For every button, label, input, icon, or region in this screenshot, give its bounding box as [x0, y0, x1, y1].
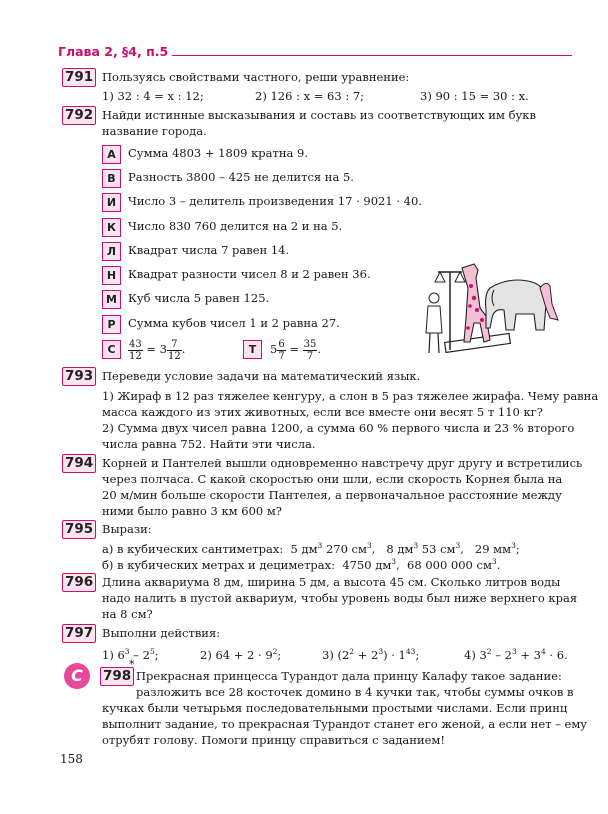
p793-line4: числа равна 752. Найти эти числа. — [102, 437, 316, 451]
page-number: 158 — [60, 752, 83, 766]
statement: Куб числа 5 равен 125. — [128, 291, 270, 305]
letter-box: Т — [243, 340, 262, 359]
p791-item-1: 1) 32 : 4 = x : 12; — [102, 89, 204, 103]
p796-line3: на 8 см? — [102, 607, 153, 621]
p798-line4: выполнит задание, то прекрасная Турандот станет его женой, а если нет – ему — [102, 717, 588, 731]
statement: Квадрат числа 7 равен 14. — [128, 243, 290, 257]
p797-expr-3: 3) $(2^2 + 2^3) \cdot 1^{43}$; — [322, 647, 420, 662]
problem-number-797: 797 — [62, 624, 96, 643]
p798-line5: отрубят голову. Помоги принцу справиться с заданием! — [102, 733, 445, 747]
p794-line4: ними было равно 3 км 600 м? — [102, 504, 282, 518]
p796-line1: Длина аквариума 8 дм, ширина 5 дм, а высота 45 см. Сколько литров воды — [102, 575, 561, 589]
letter-box: В — [102, 169, 121, 188]
problem-number-798: 798 — [100, 667, 134, 686]
fraction-statement-c: $\frac{43}{12}$ = 3 $\frac{7}{12}$ . — [129, 338, 186, 362]
p795-b: б) в кубических метрах и дециметрах: 4750 $дм^3$, 68 000 000 $см^3$. — [102, 557, 501, 572]
problem-number-793: 793 — [62, 367, 96, 386]
giraffe-elephant-scale-illustration — [420, 258, 560, 368]
chapter-header: Глава 2, §4, п.5 — [58, 44, 169, 59]
p797-expr-1: 1) $6^3 - 2^5$; — [102, 647, 159, 662]
statement: Квадрат разности чисел 8 и 2 равен 36. — [128, 267, 371, 281]
p793-line2: масса каждого из этих животных, если все вместе они весят 5 т 110 кг? — [102, 405, 543, 419]
statement: Число 3 – делитель произведения 17 · 9021 · 40. — [128, 194, 422, 208]
statement: Сумма 4803 + 1809 кратна 9. — [128, 146, 309, 160]
p791-text: Пользуясь свойствами частного, реши уравнение: — [102, 70, 410, 84]
letter-box: М — [102, 290, 121, 309]
statement: Сумма кубов чисел 1 и 2 равна 27. — [128, 316, 340, 330]
p798-line1: Прекрасная принцесса Турандот дала принцу Калафу такое задание: — [136, 669, 562, 683]
letter-box: С — [102, 340, 121, 359]
p795-intro: Вырази: — [102, 522, 152, 536]
fraction: $\frac{6}{7}$ — [278, 338, 285, 362]
letter-box: Л — [102, 242, 121, 261]
fraction: $\frac{43}{12}$ — [129, 338, 142, 362]
letter-box: Р — [102, 315, 121, 334]
p791-item-3: 3) 90 : 15 = 30 : x. — [420, 89, 529, 103]
p794-line1: Корней и Пантелей вышли одновременно навстречу друг другу и встретились — [102, 456, 583, 470]
statement: Число 830 760 делится на 2 и на 5. — [128, 219, 343, 233]
problem-number-791: 791 — [62, 68, 96, 87]
p792-line1: Найди истинные высказывания и составь из соответствующих им букв — [102, 108, 536, 122]
p798-line3: кучках были четырьмя последовательными простыми числами. Если принц — [102, 701, 568, 715]
p798-line2: разложить все 28 косточек домино в 4 кучки так, чтобы суммы очков в — [136, 685, 574, 699]
p795-a: а) в кубических сантиметрах: 5 $дм^3$ 270 $см^3$, 8 $дм^3$ 53 $см^3$, 29 $мм^3$; — [102, 541, 520, 556]
letter-box: А — [102, 145, 121, 164]
p793-intro: Переведи условие задачи на математический язык. — [102, 369, 421, 383]
p797-expr-4: 4) $3^2 - 2^3 + 3^4 \cdot 6$. — [464, 647, 568, 662]
p793-line3: 2) Сумма двух чисел равна 1200, а сумма 60 % первого числа и 23 % второго — [102, 421, 575, 435]
p794-line3: 20 м/мин больше скорости Пантелея, а первоначальное расстояние между — [102, 488, 562, 502]
p791-item-2: 2) 126 : x = 63 : 7; — [255, 89, 365, 103]
letter-box: И — [102, 193, 121, 212]
letter-box: К — [102, 218, 121, 237]
problem-number-795: 795 — [62, 520, 96, 539]
header-rule — [172, 55, 572, 56]
p793-line1: 1) Жираф в 12 раз тяжелее кенгуру, а слон в 5 раз тяжелее жирафа. Чему равна — [102, 389, 599, 403]
p796-line2: надо налить в пустой аквариум, чтобы уровень воды был ниже верхнего края — [102, 591, 578, 605]
problem-number-792: 792 — [62, 106, 96, 125]
p797-expr-2: 2) $64 + 2 \cdot 9^2$; — [200, 647, 282, 662]
difficulty-star: * — [129, 658, 135, 671]
p797-intro: Выполни действия: — [102, 626, 221, 640]
fraction: $\frac{7}{12}$ — [168, 338, 181, 362]
challenge-badge-icon: C — [64, 663, 90, 689]
problem-number-794: 794 — [62, 454, 96, 473]
p792-line2: название города. — [102, 124, 207, 138]
fraction-statement-t: 5 $\frac{6}{7}$ = $\frac{35}{7}$ . — [270, 338, 322, 362]
letter-box: Н — [102, 266, 121, 285]
problem-number-796: 796 — [62, 573, 96, 592]
p794-line2: через полчаса. С какой скоростью они шли, если скорость Корнея была на — [102, 472, 563, 486]
fraction: $\frac{35}{7}$ — [303, 338, 317, 362]
statement: Разность 3800 – 425 не делится на 5. — [128, 170, 354, 184]
